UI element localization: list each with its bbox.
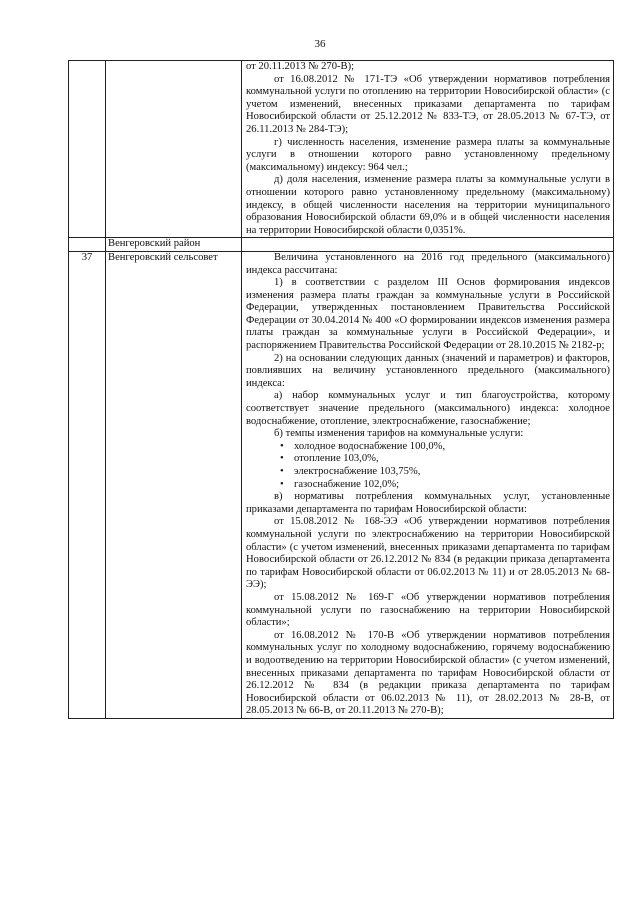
page-number: 36 bbox=[314, 38, 326, 50]
tariff-rates-list bbox=[246, 441, 610, 491]
row-number-cell: 37 bbox=[69, 251, 106, 718]
row-number-cell bbox=[69, 61, 106, 238]
district-name: Венгеровский район bbox=[106, 238, 242, 252]
order-electricity: от 15.08.2012 № 168-ЭЭ «Об утверждении нормативов потребления коммунальной услуги по электроснабжению на территории Новосибирской области» (с учетом изменений, внесенных приказами департамента по тарифам Новосибирской области от 26.12.2012 № 834 (в редакции приказа департамента по тарифам Новосибирской области от 06.02.2013 № 11) и от 28.05.2013 № 68-ЭЭ); bbox=[246, 516, 610, 591]
list-item: • холодное водоснабжение 100,0%, bbox=[294, 441, 610, 454]
population-count: г) численность населения, изменение размера платы за коммунальные услуги в отношении которого равно установленному предельному (максимальному) индексу: 964 чел.; bbox=[246, 136, 610, 173]
tariff-rates-heading: б) темпы изменения тарифов на коммунальные услуги: bbox=[274, 428, 524, 440]
population-share: д) доля населения, изменение размера платы за коммунальные услуги в отношении которого равно установленному предельному (максимальному) индексу, в общей численности населения на территории муниципального образования Новосибирской области 69,0% и в общей численности населения на территории Новосибирской области 0,0351%. bbox=[246, 174, 610, 236]
list-item: • отопление 103,0%, bbox=[294, 453, 610, 466]
basis-paragraph: 1) в соответствии с разделом III Основ формирования индексов изменения размера платы граждан за коммунальные услуги в Российской Федерации, утвержденных постановлением Правительства Российской Федерации от 30.04.2014 № 400 «О формировании индексов изменения размера платы граждан за коммунальные услуги в Российской Федерации», и распоряжением Правительства Российской Федерации от 28.10.2015 № 2182-р; bbox=[246, 277, 610, 352]
calculation-cell bbox=[242, 251, 614, 718]
intro-paragraph: Величина установленного на 2016 год предельного (максимального) индекса рассчитана: bbox=[246, 251, 610, 276]
order-line: от 20.11.2013 № 270-В); bbox=[246, 61, 355, 72]
order-water: от 16.08.2012 № 170-В «Об утверждении нормативов потребления коммунальных услуг по холодному водоснабжению, горячему водоснабжению и водоотведению на территории Новосибирской области» (с учетом изменений, внесенных приказами департамента по тарифам Новосибирской области от 26.12.2012 № 834 (в редакции приказа департамента по тарифам Новосибирской области от 06.02.2013 № 11), от 28.02.2013 № 28-В, от 28.05.2013 № 66-В, от 20.11.2013 № 270-В); bbox=[246, 629, 610, 717]
municipality-cell bbox=[106, 61, 242, 238]
order-heating: от 16.08.2012 № 171-ТЭ «Об утверждении нормативов потребления коммунальной услуги по отоплению на территории Новосибирской области» (с учетом изменений, внесенных приказами департамента по тарифам Новосибирской области от 25.12.2012 № 833-ТЭ, от 28.05.2013 № 67-ТЭ, от 26.11.2013 № 284-ТЭ); bbox=[246, 73, 610, 135]
services-set-paragraph: а) набор коммунальных услуг и тип благоустройства, которому соответствует значение предельного (максимального) индекса: холодное водоснабжение, отопление, электроснабжение, газоснабжение; bbox=[246, 390, 610, 427]
table-row bbox=[69, 61, 614, 238]
factors-paragraph: 2) на основании следующих данных (значений и параметров) и факторов, повлиявших на величину установленного предельного (максимального) индекса: bbox=[246, 352, 610, 389]
calculation-cell bbox=[242, 61, 614, 238]
indices-table bbox=[68, 60, 614, 719]
table-row bbox=[69, 238, 614, 252]
order-gas: от 15.08.2012 № 169-Г «Об утверждении нормативов потребления коммунальной услуги по газоснабжению на территории Новосибирской области»; bbox=[246, 591, 610, 629]
row-number-cell bbox=[69, 238, 106, 252]
table-row bbox=[69, 251, 614, 718]
norms-heading: в) нормативы потребления коммунальных услуг, установленные приказами департамента по тарифам Новосибирской области: bbox=[246, 491, 610, 515]
municipality-cell: Венгеровский сельсовет bbox=[106, 251, 242, 718]
list-item: • газоснабжение 102,0%; bbox=[294, 479, 610, 492]
list-item: • электроснабжение 103,75%, bbox=[294, 466, 610, 479]
calculation-cell bbox=[242, 238, 614, 252]
